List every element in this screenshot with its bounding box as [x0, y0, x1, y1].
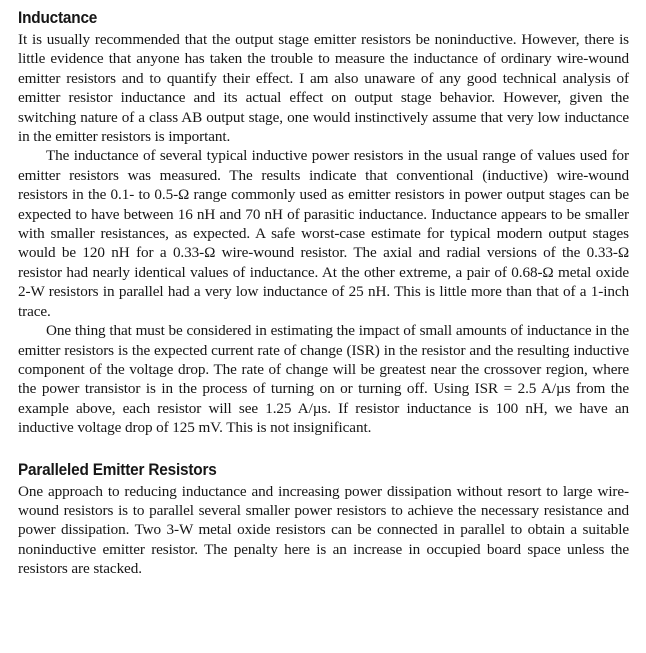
- paragraph: One approach to reducing inductance and increasing power dissipation without resort to large wire-wound resistors is to parallel several smaller power resistors to achieve the necessary resistance and power dissipation. Two 3-W metal oxide resistors can be connected in parallel to obtain a suitable noninductive emitter resistor. The penalty here is an increase in occupied board space unless the resistors are stacked.: [18, 482, 629, 578]
- paragraph: One thing that must be considered in estimating the impact of small amounts of inductance in the emitter resistors is the expected current rate of change (ISR) in the resistor and the resulting inductive component of the voltage drop. The rate of change will be greatest near the crossover region, where the power transistor is in the process of turning on or turning off. Using ISR = 2.5 A/µs from the example above, each resistor will see 1.25 A/µs. If resistor inductance is 100 nH, we have an inductive voltage drop of 125 mV. This is not insignificant.: [18, 322, 629, 437]
- section-heading-inductance: Inductance: [18, 9, 98, 27]
- section-paralleled-emitter-resistors: [18, 458, 629, 579]
- section-inductance: [18, 6, 629, 438]
- paragraph: The inductance of several typical inductive power resistors in the usual range of values used for emitter resistors was measured. The results indicate that conventional (inductive) wire-wound resistors in the 0.1- to 0.5-Ω range commonly used as emitter resistors in power output stages can be expected to have between 16 nH and 70 nH of parasitic inductance. Inductance appears to be smaller with smaller resistances, as expected. A safe worst-case estimate for typical modern output stages would be 120 nH for a 0.33-Ω wire-wound resistor. The axial and radial versions of the 0.33-Ω resistor had nearly identical values of inductance. At the other extreme, a pair of 0.68-Ω metal oxide 2-W resistors in parallel had a very low inductance of 25 nH. This is little more than that of a 1-inch trace.: [18, 147, 629, 320]
- paragraph: It is usually recommended that the output stage emitter resistors be noninductive. However, there is little evidence that anyone has taken the trouble to measure the inductance of ordinary wire-wound emitter resistors and to quantify their effect. I am also unaware of any good technical analysis of emitter resistor inductance and its actual effect on output stage behavior. However, given the switching nature of a class AB output stage, one would instinctively assume that very low inductance in the emitter resistors is important.: [18, 31, 629, 146]
- document-page: [18, 6, 629, 579]
- section-heading-paralleled-emitter-resistors: Paralleled Emitter Resistors: [18, 460, 217, 479]
